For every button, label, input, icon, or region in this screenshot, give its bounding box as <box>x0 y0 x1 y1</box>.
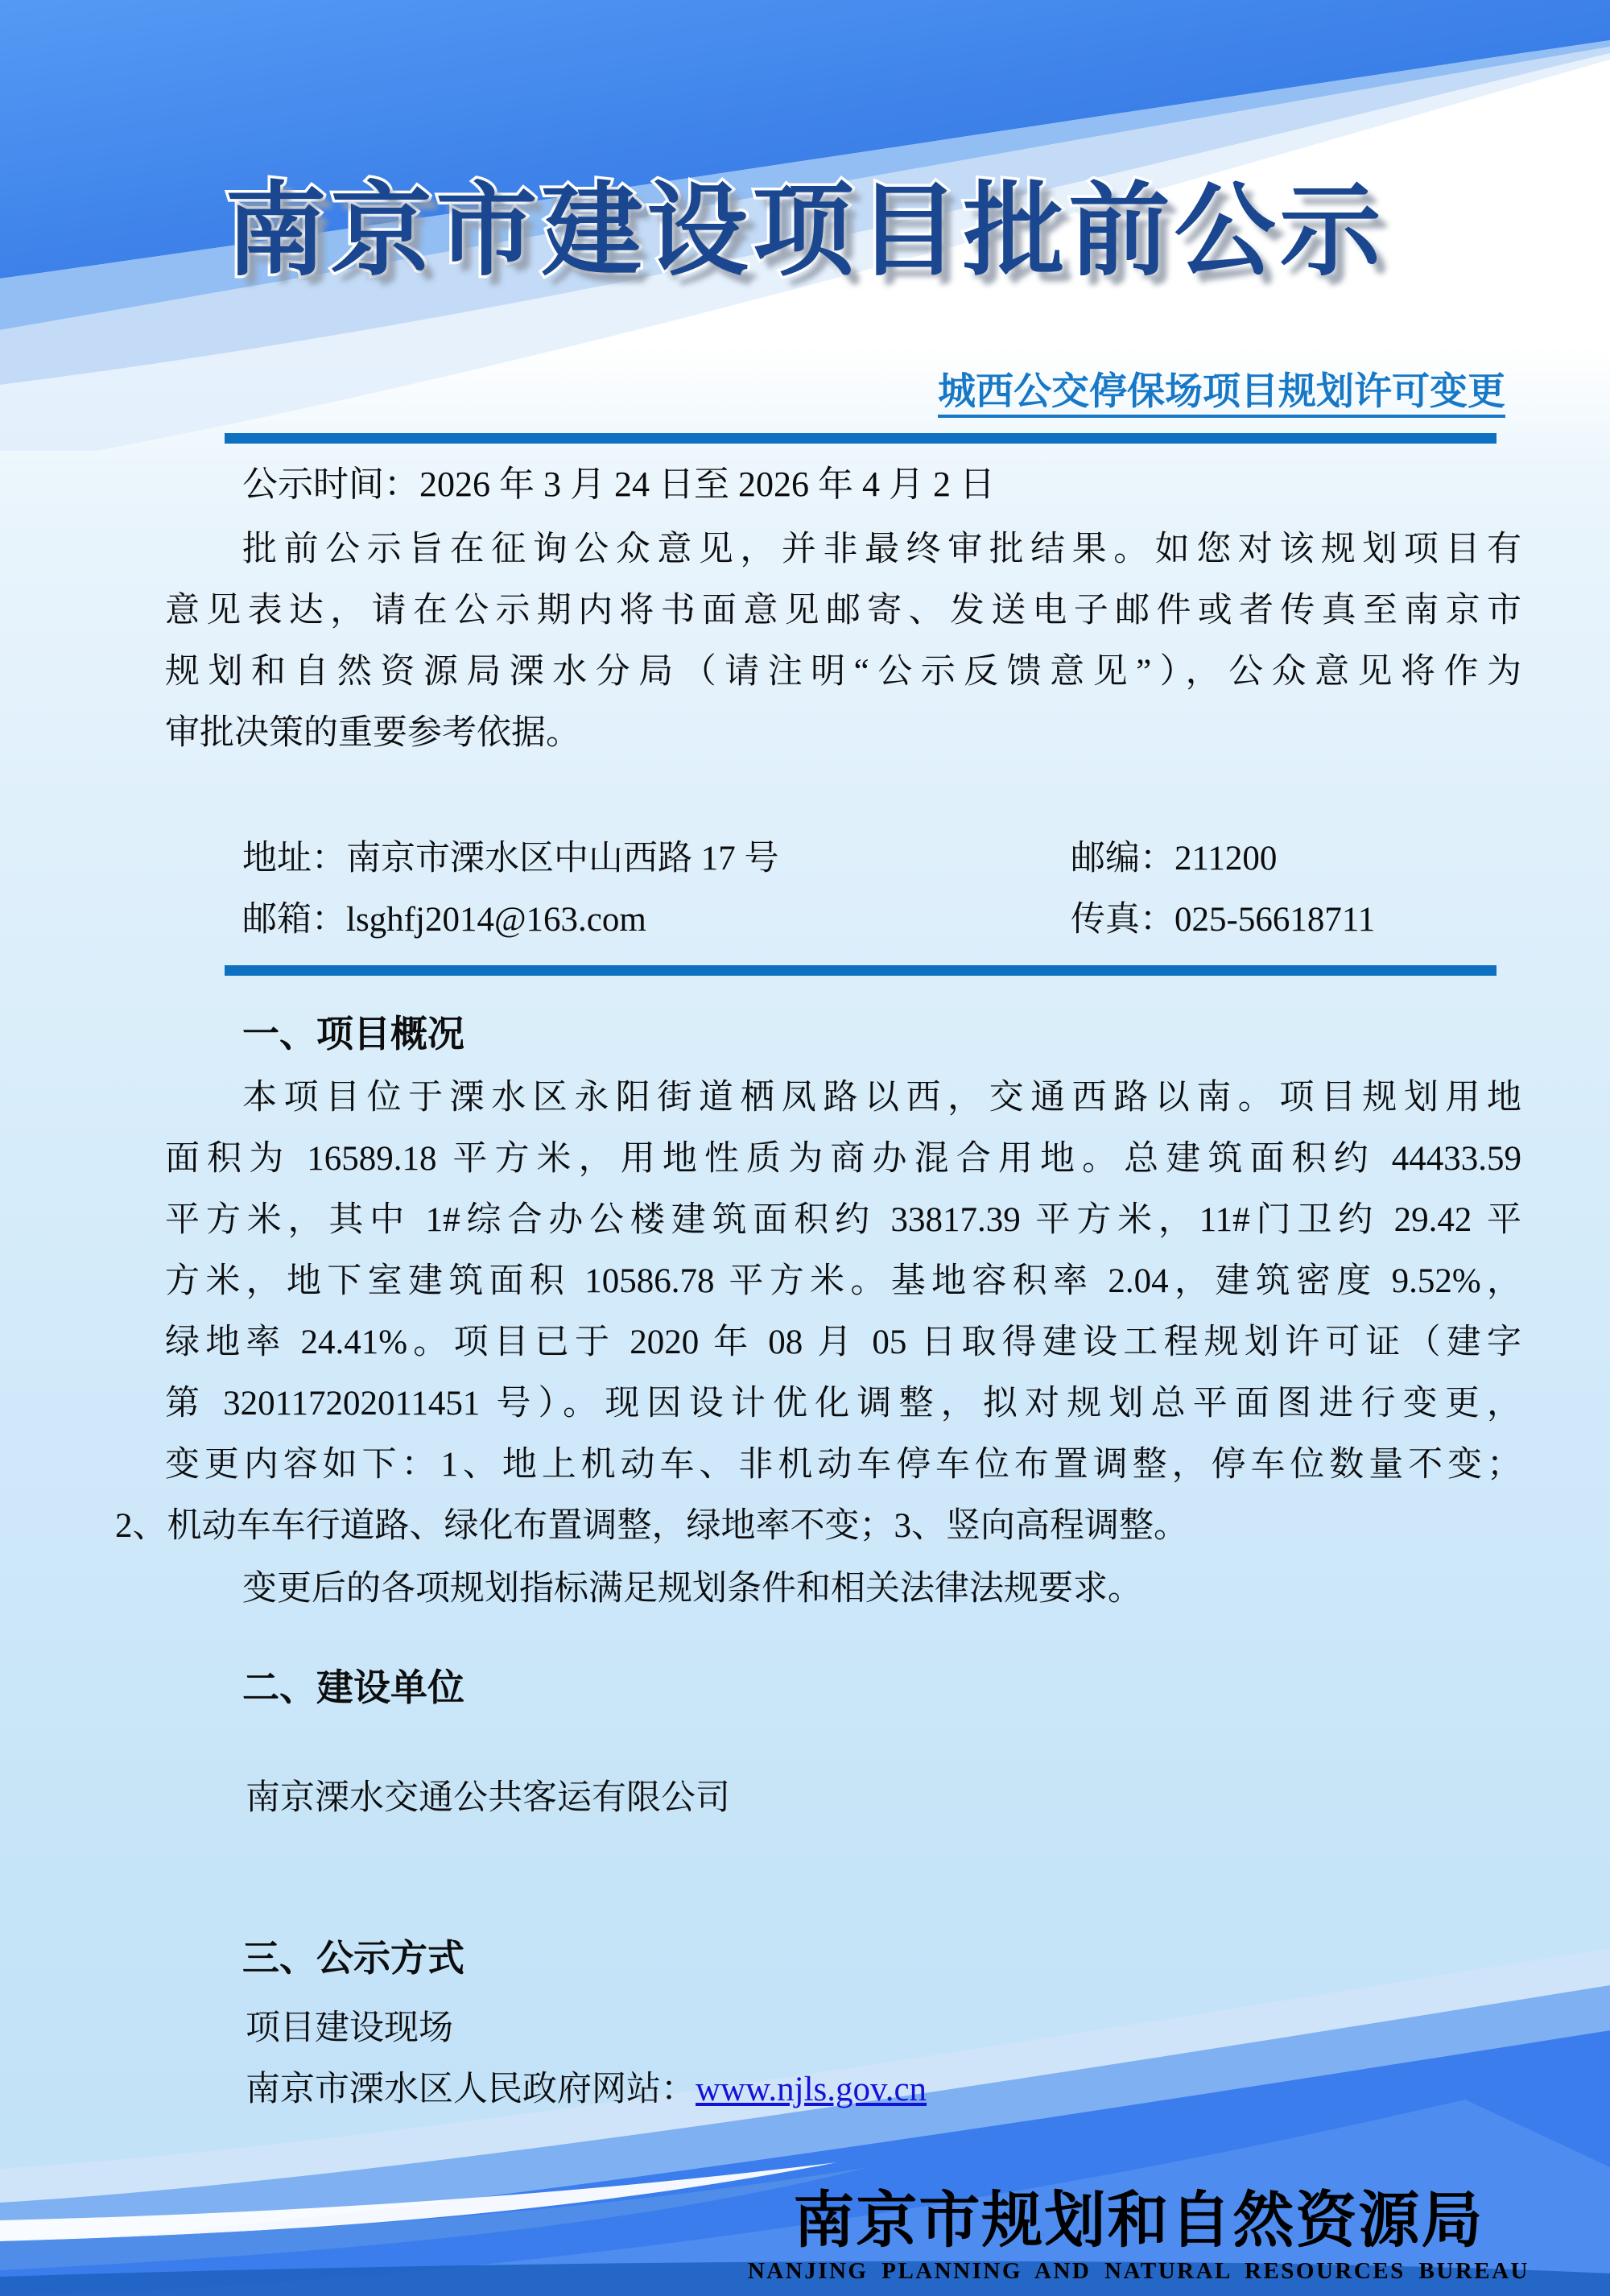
paragraph-line: 规划和自然资源局溧水分局（请注明“公示反馈意见”），公众意见将作为 <box>165 653 1521 691</box>
publicity-method-site: 项目建设现场 <box>246 2009 453 2047</box>
builder-company: 南京溧水交通公共客运有限公司 <box>246 1779 730 1817</box>
paragraph-line: 意见表达，请在公示期内将书面意见邮寄、发送电子邮件或者传真至南京市 <box>165 592 1521 630</box>
paragraph-line: 绿地率 24.41%。项目已于 2020 年 08 月 05 日取得建设工程规划许可证（建字 <box>165 1324 1521 1361</box>
divider-bar-mid <box>225 965 1496 976</box>
paragraph-line: 平方米，其中 1#综合办公楼建筑面积约 33817.39 平方米，11#门卫约 29.42 平 <box>165 1201 1521 1239</box>
intro-paragraph <box>165 519 1521 764</box>
project-subtitle-row <box>165 370 1521 422</box>
contact-zip: 邮编：211200 <box>1071 840 1278 878</box>
paragraph-line: 方米，地下室建筑面积 10586.78 平方米。基地容积率 2.04，建筑密度 9.52%， <box>165 1262 1521 1300</box>
paragraph-line: 面积为 16589.18 平方米，用地性质为商办混合用地。总建筑面积约 44433.59 <box>165 1140 1521 1178</box>
contact-block <box>165 828 1521 951</box>
project-subtitle: 城西公交停保场项目规划许可变更 <box>938 370 1505 418</box>
section-heading-publicity: 三、公示方式 <box>242 1937 464 1979</box>
paragraph-line: 变更内容如下：1、地上机动车、非机动车停车位布置调整，停车位数量不变； <box>165 1446 1521 1484</box>
paragraph-line: 审批决策的重要参考依据。 <box>165 714 580 752</box>
section-heading-builder: 二、建设单位 <box>242 1666 464 1708</box>
footer-org-name-en: NANJING PLANNING AND NATURAL RESOURCES BUREAU <box>747 2258 1530 2284</box>
publicity-method-web <box>165 2059 1521 2120</box>
website-label: 南京市溧水区人民政府网站： <box>246 2071 696 2108</box>
page-title: 南京市建设项目批前公示 <box>225 176 1385 288</box>
paragraph-line: 2、机动车车行道路、绿化布置调整，绿地率不变；3、竖向高程调整。 <box>115 1507 1188 1545</box>
paragraph-line: 本项目位于溧水区永阳街道栖凤路以西，交通西路以南。项目规划用地 <box>242 1079 1521 1117</box>
notice-period: 公示时间：2026 年 3 月 24 日至 2026 年 4 月 2 日 <box>242 465 995 504</box>
document-body <box>115 0 1521 2120</box>
section-heading-overview: 一、项目概况 <box>242 1013 464 1055</box>
contact-address: 地址：南京市溧水区中山西路 17 号 <box>242 840 779 878</box>
footer-org-name-cn: 南京市规划和自然资源局 <box>793 2187 1484 2255</box>
divider-bar-top <box>225 433 1496 444</box>
paragraph-line: 第 320117202011451 号）。现因设计优化调整，拟对规划总平面图进行变更， <box>165 1385 1521 1423</box>
government-website-link[interactable]: www.njls.gov.cn <box>696 2071 927 2108</box>
closing-statement: 变更后的各项规划指标满足规划条件和相关法律法规要求。 <box>242 1570 1142 1608</box>
paragraph-line: 批前公示旨在征询公众意见，并非最终审批结果。如您对该规划项目有 <box>242 531 1521 568</box>
overview-paragraph <box>115 1067 1521 1557</box>
contact-fax: 传真：025-56618711 <box>1071 901 1376 939</box>
footer-org-block <box>748 2187 1530 2286</box>
contact-email: 邮箱：lsghfj2014@163.com <box>242 901 646 939</box>
